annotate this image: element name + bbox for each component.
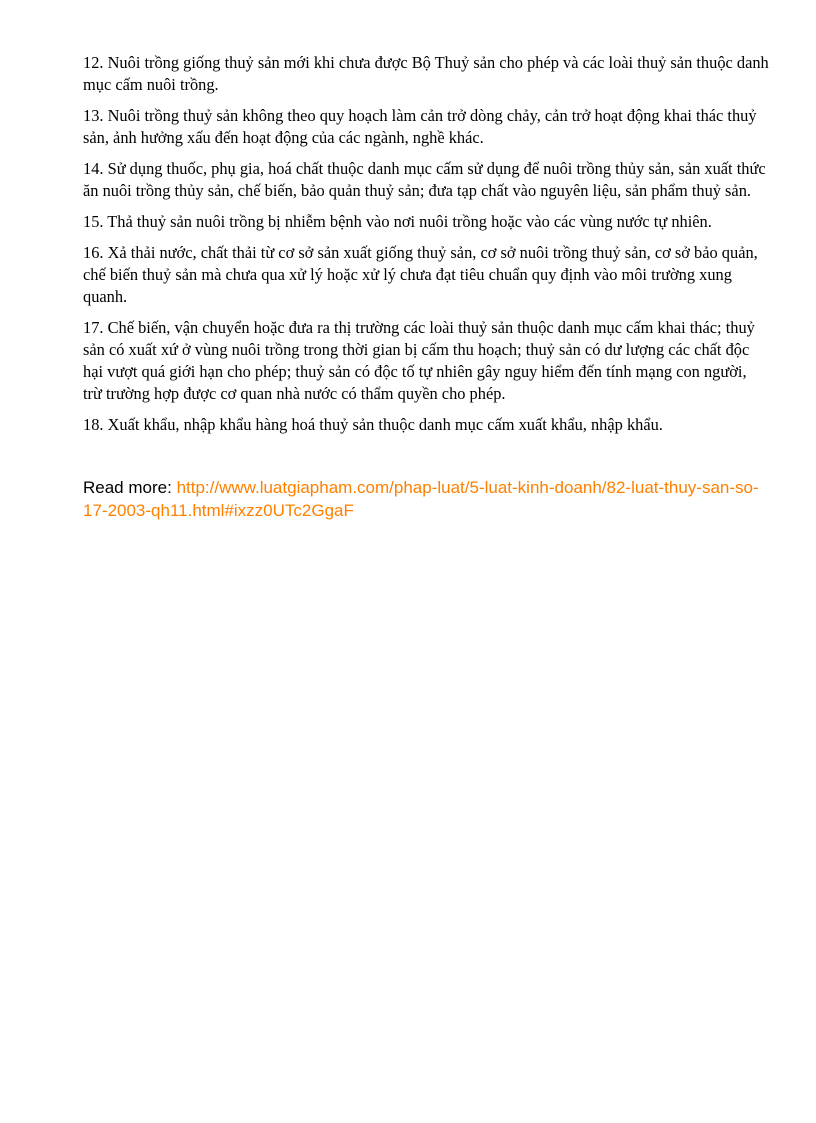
article-item-14: 14. Sử dụng thuốc, phụ gia, hoá chất thuộc danh mục cấm sử dụng để nuôi trồng thủy sản, sản xuất thức ăn nuôi trồng thủy sản, chế biến, bảo quản thuỷ sản; đưa tạp chất vào nguyên liệu, sản phẩm thuỷ sản. [83, 159, 766, 200]
article-item-15: 15. Thả thuỷ sản nuôi trồng bị nhiễm bệnh vào nơi nuôi trồng hoặc vào các vùng nước tự nhiên. [83, 212, 712, 231]
article-item-17: 17. Chế biến, vận chuyển hoặc đưa ra thị trường các loài thuỷ sản thuộc danh mục cấm khai thác; thuỷ sản có xuất xứ ở vùng nuôi trồng trong thời gian bị cấm thu hoạch; thuỷ sản có dư lượng các chất độc hại vượt quá giới hạn cho phép; thuỷ sản có độc tố tự nhiên gây nguy hiểm đến tính mạng con người, trừ trường hợp được cơ quan nhà nước có thẩm quyền cho phép. [83, 318, 755, 403]
article-item-12: 12. Nuôi trồng giống thuỷ sản mới khi chưa được Bộ Thuỷ sản cho phép và các loài thuỷ sản thuộc danh mục cấm nuôi trồng. [83, 53, 769, 94]
read-more-line [83, 476, 769, 522]
article-item-18: 18. Xuất khẩu, nhập khẩu hàng hoá thuỷ sản thuộc danh mục cấm xuất khẩu, nhập khẩu. [83, 415, 663, 434]
read-more-link[interactable]: http://www.luatgiapham.com/phap-luat/5-luat-kinh-doanh/82-luat-thuy-san-so-17-2003-qh11.html#ixzz0UTc2GgaF [83, 478, 759, 520]
document-page [83, 52, 769, 522]
article-item-16: 16. Xả thải nước, chất thải từ cơ sở sản xuất giống thuỷ sản, cơ sở nuôi trồng thuỷ sản, cơ sở bảo quản, chế biến thuỷ sản mà chưa qua xử lý hoặc xử lý chưa đạt tiêu chuẩn quy định vào môi trường xung quanh. [83, 243, 758, 306]
read-more-label: Read more: [83, 478, 172, 497]
article-item-13: 13. Nuôi trồng thuỷ sản không theo quy hoạch làm cản trở dòng chảy, cản trở hoạt động khai thác thuỷ sản, ảnh hưởng xấu đến hoạt động của các ngành, nghề khác. [83, 106, 757, 147]
